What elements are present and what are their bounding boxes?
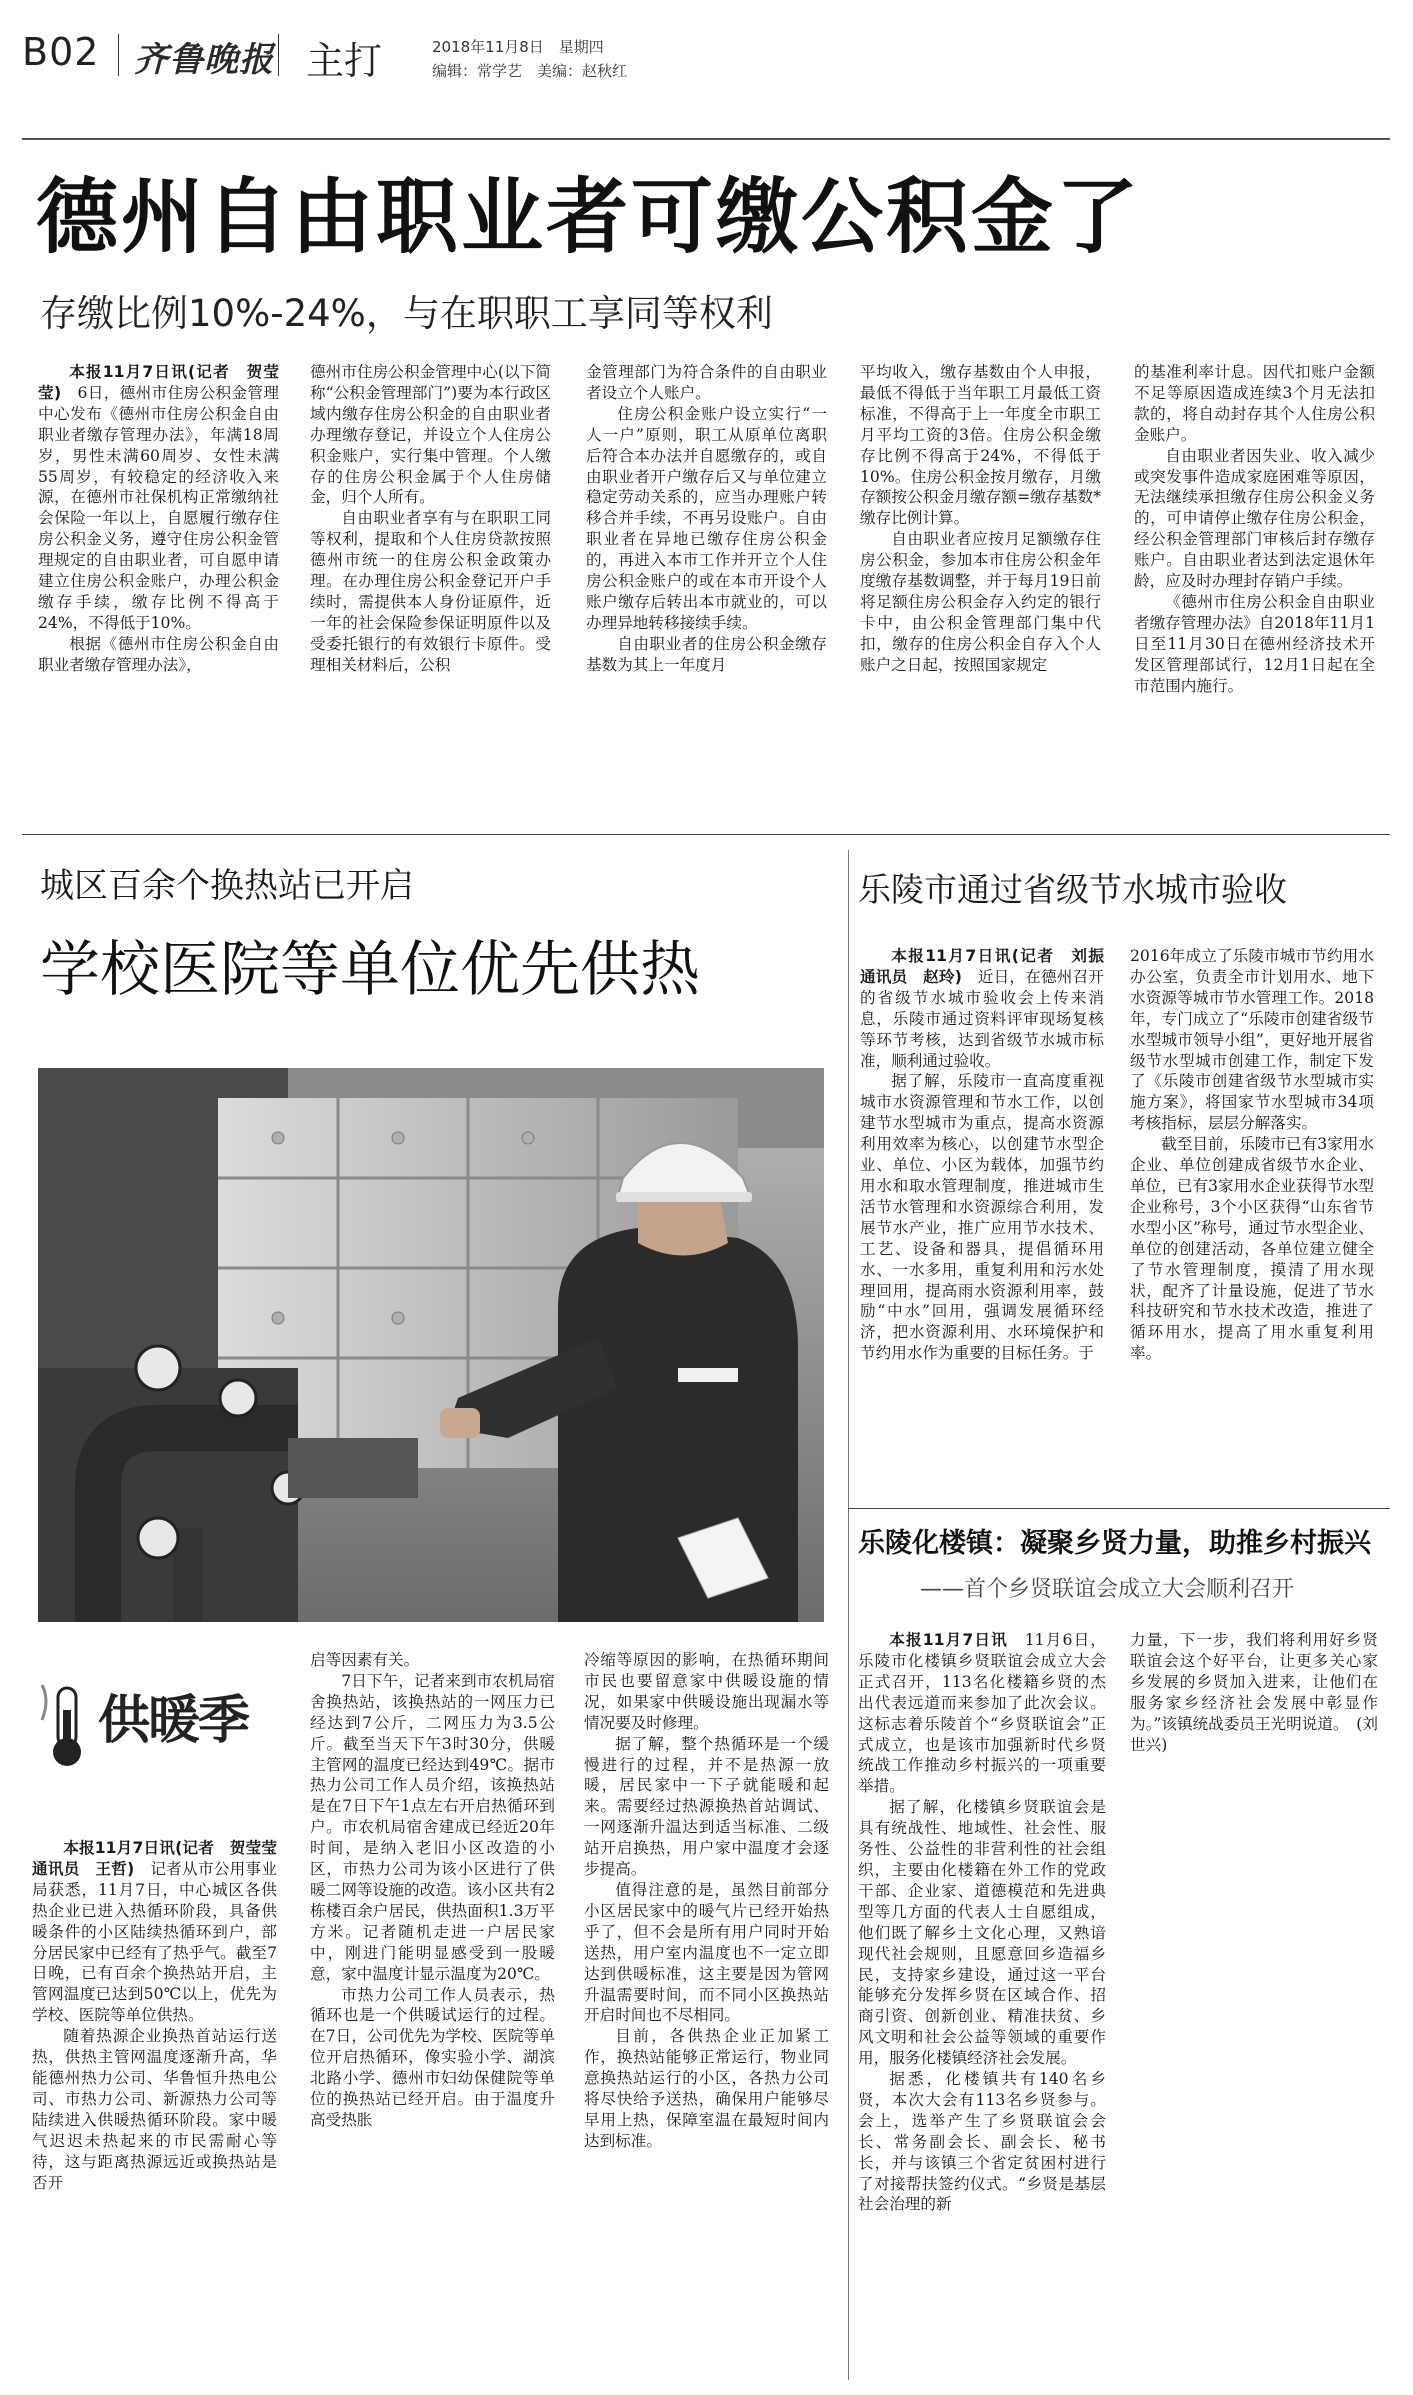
paragraph-text: 自由职业者享有与在职职工同等权利，提取和个人住房贷款按照德州市统一的住房公积金政策办理。在办理住房公积金登记开户手续时，需提供本人身份证原件，近一年的社会保险参保证明原件以及受委托银行的有效银行卡原件。受理相关材料后，公积 — [310, 509, 551, 674]
paragraph-text: 7日下午，记者来到市农机局宿舍换热站，该换热站的一网压力已经达到7公斤，二网压力为3.5公斤。截至当天下午3时30分，供暖主管网的温度已经达到49℃。据市热力公司工作人员介绍，该换热站是在7日下午1点左右开启热循环到户。市农机局宿舍建成已经近20年时间，是纳入老旧小区改造的小区，市热力公司为该小区进行了供暖二网等设施的改造。该小区共有2栋楼百余户居民，供热面积1.3万平方米。记者随机走进一户居民家中，刚进门能明显感受到一股暖意，家中温度计显示温度为20℃。 — [310, 1671, 555, 1983]
paragraph — [1130, 1630, 1378, 1755]
heating-column — [584, 1650, 829, 2378]
heating-kicker: 城区百余个换热站已开启 — [40, 866, 414, 906]
paragraph — [860, 946, 1120, 1071]
paragraph — [584, 1650, 829, 1734]
paragraph — [1134, 446, 1375, 592]
paragraph — [586, 362, 827, 404]
paragraph-text: 6日，德州市住房公积金管理中心发布《德州市住房公积金自由职业者缴存管理办法》，年满18周岁，男性未满60周岁、女性未满55周岁，有较稳定的经济收入来源，在德州市社保机构正常缴纳社会保险一年以上，自愿履行缴存住房公积金义务，遵守住房公积金管理规定的自由职业者，可自愿申请建立住房公积金账户，办理公积金缴存手续，缴存比例不得高于24%，不得低于10%。 — [38, 383, 279, 632]
dateline: 本报11月7日讯(记者 刘振 通讯员 赵玲) — [860, 947, 1120, 986]
dateline: 本报11月7日讯 — [889, 1631, 1008, 1649]
lead-column — [586, 362, 827, 804]
paragraph-text: 值得注意的是，虽然目前部分小区居民家中的暖气片已经开始热乎了，但不会是所有用户同时开始送热，用户室内温度也不一定立即达到供暖标准，这主要是因为管网升温需要时间，而不同小区换热站开启时间也不尽相同。 — [584, 1880, 829, 2025]
news-photo — [38, 1068, 824, 1622]
masthead-rule — [22, 138, 1390, 140]
editor-line: 编辑：常学艺 美编：赵秋红 — [432, 62, 628, 80]
paragraph-text: 《德州市住房公积金自由职业者缴存管理办法》自2018年11月1日至11月30日在德州经济技术开发区管理部试行，12月1日起在全市范围内施行。 — [1134, 592, 1375, 695]
paragraph — [858, 1797, 1106, 2069]
lead-column — [860, 362, 1101, 804]
paragraph-text: 冷缩等原因的影响，在热循环期间市民也要留意家中供暖设施的情况，如果家中供暖设施出现漏水等情况要及时修理。 — [584, 1651, 829, 1732]
paragraph-text: 目前，各供热企业正加紧工作，换热站能够正常运行，物业同意换热站运行的小区，各热力公司将尽快给予送热，确保用户能够尽早用上热，保障室温在最短时间内达到标准。 — [584, 2027, 829, 2150]
lead-subhead: 存缴比例10%-24%，与在职职工享同等权利 — [40, 292, 773, 335]
masthead-divider — [278, 34, 279, 76]
paragraph — [310, 362, 551, 508]
lead-column — [1134, 362, 1375, 804]
paragraph-text: 截至目前，乐陵市已有3家用水企业、单位创建成省级节水企业、单位，已有3家用水企业获得节水型企业称号，3个小区获得“山东省节水型小区”称号，通过节水型企业、单位的创建活动，各单位建立健全了节水管理制度，摸清了用水现状，配齐了计量设施，促进了节水科技研究和节水技术改造，推进了循环用水，提高了用水重复利用率。 — [1130, 1135, 1374, 1363]
paragraph — [38, 362, 279, 634]
paragraph-text: 近日，在德州召开的省级节水城市验收会上传来消息，乐陵市通过资料评审现场复核等环节考核，达到省级节水城市标准，顺利通过验收。 — [860, 967, 1104, 1070]
masthead-divider — [118, 34, 119, 76]
water-headline: 乐陵市通过省级节水城市验收 — [858, 870, 1287, 909]
paragraph — [860, 529, 1101, 675]
paragraph — [584, 1734, 829, 1880]
village-subhead: ——首个乡贤联谊会成立大会顺利召开 — [920, 1577, 1295, 1602]
heating-season-logo — [38, 1680, 268, 1770]
heating-column — [32, 1838, 293, 2378]
paragraph — [584, 2026, 829, 2151]
paragraph — [310, 1671, 555, 1985]
paper-logo: 齐鲁晚报 — [134, 40, 274, 80]
lead-column — [38, 362, 279, 804]
section-rule — [22, 834, 1390, 835]
paragraph-text: 据悉，化楼镇共有140名乡贤，本次大会有113名乡贤参与。会上，选举产生了乡贤联谊会会长、常务副会长、副会长、秘书长，并与该镇三个省定贫困村进行了对接帮扶签约仪式。“乡贤是基层社会治理的新 — [858, 2070, 1106, 2214]
paragraph-text: 启等因素有关。 — [310, 1651, 420, 1669]
paragraph — [1134, 592, 1375, 697]
paragraph-text: 金管理部门为符合条件的自由职业者设立个人账户。 — [586, 363, 827, 402]
paragraph — [858, 1630, 1106, 1797]
heating-season-logo-text: 供暖季 — [98, 1691, 249, 1751]
column-divider — [848, 850, 849, 2380]
paragraph-text: 力量，下一步，我们将利用好乡贤联谊会这个好平台，让更多关心家乡发展的乡贤加入进来，让他们在服务家乡经济社会发展中彰显作为。”该镇统战委员王光明说道。 (刘世兴) — [1130, 1631, 1378, 1754]
paragraph-text: 的基准利率计息。因代扣账户金额不足等原因造成连续3个月无法扣款的，将自动封存其个人住房公积金账户。 — [1134, 363, 1375, 444]
paragraph — [858, 2069, 1106, 2215]
paragraph-text: 据了解，整个热循环是一个缓慢进行的过程，并不是热源一放暖，居民家中一下子就能暖和起来。需要经过热源换热首站调试、一网逐渐升温达到适当标准、二级站开启换热，用户家中温度才会逐步提高。 — [584, 1734, 829, 1879]
lead-column — [310, 362, 551, 804]
paragraph — [860, 1071, 1104, 1364]
date-line: 2018年11月8日 星期四 — [432, 38, 604, 56]
water-column — [860, 946, 1120, 1486]
section-name: 主打 — [306, 39, 383, 83]
paragraph-text: 平均收入，缴存基数由个人申报，最低不得低于当年职工月最低工资标准，不得高于上一年度全市职工月平均工资的3倍。住房公积金缴存比例不得高于24%，不得低于10%。住房公积金按月缴存，月缴存额按公积金月缴存额=缴存基数*缴存比例计算。 — [860, 363, 1101, 528]
water-column — [1130, 946, 1374, 1486]
heating-headline: 学校医院等单位优先供热 — [40, 935, 700, 1005]
paragraph — [310, 1650, 555, 1671]
paragraph-text: 德州市住房公积金管理中心(以下简称“公积金管理部门”)要为本行政区域内缴存住房公积金的自由职业者办理缴存登记，并设立个人住房公积金账户，实行集中管理。个人缴存的住房公积金属于个人住房储金，归个人所有。 — [310, 363, 551, 507]
paragraph-text: 自由职业者的住房公积金缴存基数为其上一年度月 — [586, 634, 827, 674]
paragraph — [32, 1838, 293, 2026]
paragraph-text: 随着热源企业换热首站运行送热，供热主管网温度逐渐升高，华能德州热力公司、华鲁恒升热电公司、市热力公司、新源热力公司等陆续进入供暖热循环阶段。家中暖气迟迟未热起来的市民需耐心等待，这与距离热源远近或换热站是否开 — [32, 2027, 277, 2192]
paragraph-text: 据了解，化楼镇乡贤联谊会是具有统战性、地域性、社会性、服务性、公益性的非营利性的社会组织，主要由化楼籍在外工作的党政干部、企业家、道德模范和先进典型等几方面的代表人士自愿组成，他们既了解乡土文化心理，又熟谙现代社会规则，且愿意回乡造福乡民，支持家乡建设，通过这一平台能够充分发挥乡贤在区域合作、招商引资、创新创业、精准扶贫、乡风文明和社会公益等领域的重要作用，服务化楼镇经济社会发展。 — [858, 1798, 1106, 2068]
paragraph — [584, 1880, 829, 2026]
paragraph-text: 据了解，乐陵市一直高度重视城市水资源管理和节水工作，以创建节水型城市为重点，提高水资源利用效率为核心，以创建节水型企业、单位、小区为载体，加强节约用水和取水管理制度，推进城市生活节水管理和水资源综合利用，发展节水产业，推广应用节水技术、工艺、设备和器具，提倡循环用水、一水多用，重复利用和污水处理回用，提高雨水资源利用率，鼓励“中水”回用，强调发展循环经济，把水资源利用、水环境保护和节约用水作为重要的目标任务。于 — [860, 1072, 1104, 1363]
paragraph — [38, 634, 279, 676]
paragraph — [1130, 1134, 1374, 1364]
thermometer-icon — [38, 1680, 98, 1770]
lead-headline: 德州自由职业者可缴公积金了 — [36, 170, 1142, 265]
paragraph-text: 住房公积金账户设立实行“一人一户”原则，职工从原单位离职后符合本办法并自愿缴存的，或自由职业者开户缴存后又与单位建立稳定劳动关系的，应当办理账户转移合并手续，不再另设账户。自由职业者在异地已缴存住房公积金的，再进入本市工作并开立个人住房公积金账户的或在本市开设个人账户缴存后转出本市就业的，可以办理异地转移接续手续。 — [586, 404, 827, 632]
page-number: B02 — [22, 30, 100, 74]
paragraph — [310, 1985, 555, 2131]
heating-column — [310, 1650, 555, 2378]
paragraph-text: 市热力公司工作人员表示，热循环也是一个供暖试运行的过程。在7日，公司优先为学校、医院等单位开启热循环，像实验小学、湖滨北路小学、德州市妇幼保健院等单位的换热站已经开启。由于温度升高受热胀 — [310, 1985, 555, 2129]
paragraph — [310, 508, 551, 675]
dateline: 本报11月7日讯(记者 贺莹莹 通讯员 王哲) — [32, 1839, 293, 1878]
village-headline: 乐陵化楼镇：凝聚乡贤力量，助推乡村振兴 — [858, 1528, 1371, 1559]
paragraph — [1134, 362, 1375, 446]
paragraph-text: 2016年成立了乐陵市城市节约用水办公室，负责全市计划用水、地下水资源等城市节水管理工作。2018年，专门成立了“乐陵市创建省级节水型城市领导小组”，更好地开展省级节水型城市创建工作，制定下发了《乐陵市创建省级节水型城市实施方案》，将国家节水型城市34项考核指标，层层分解落实。 — [1130, 947, 1374, 1133]
paragraph-text: 自由职业者应按月足额缴存住房公积金，参加本市住房公积金年度缴存基数调整，并于每月19日前将足额住房公积金存入约定的银行卡中，由公积金管理部门集中代扣，缴存的住房公积金自存入个人账户之日起，按照国家规定 — [860, 530, 1101, 674]
paragraph-text: 记者从市公用事业局获悉，11月7日，中心城区各供热企业已进入热循环阶段，具备供暖条件的小区陆续热循环到户，部分居民家中已经有了热乎气。截至7日晚，已有百余个换热站开启，主管网温度已达到50℃以上，优先为学校、医院等单位供热。 — [32, 1859, 277, 2025]
paragraph — [32, 2026, 277, 2193]
dateline: 本报11月7日讯(记者 贺莹莹) — [38, 363, 279, 402]
worker-photo-illustration — [38, 1068, 824, 1622]
paragraph — [1130, 946, 1374, 1134]
paragraph — [586, 404, 827, 634]
paragraph — [860, 362, 1101, 529]
paragraph-text: 自由职业者因失业、收入减少或突发事件造成家庭困难等原因，无法继续承担缴存住房公积金义务的，可申请停止缴存住房公积金，经公积金管理部门审核后封存缴存账户。自由职业者达到法定退休年龄，应及时办理封存销户手续。 — [1134, 446, 1375, 591]
section-rule — [848, 1508, 1390, 1509]
paragraph-text: 根据《德州市住房公积金自由职业者缴存管理办法》， — [38, 634, 279, 674]
paragraph-text: 11月6日，乐陵市化楼镇乡贤联谊会成立大会正式召开，113名化楼籍乡贤的杰出代表远道而来参加了此次会议。这标志着乐陵首个“乡贤联谊会”正式成立，也是该市加强新时代乡贤统战工作推动乡村振兴的一项重要举措。 — [858, 1631, 1106, 1796]
village-column — [858, 1630, 1106, 2380]
village-column — [1130, 1630, 1378, 1830]
paragraph — [586, 634, 827, 676]
